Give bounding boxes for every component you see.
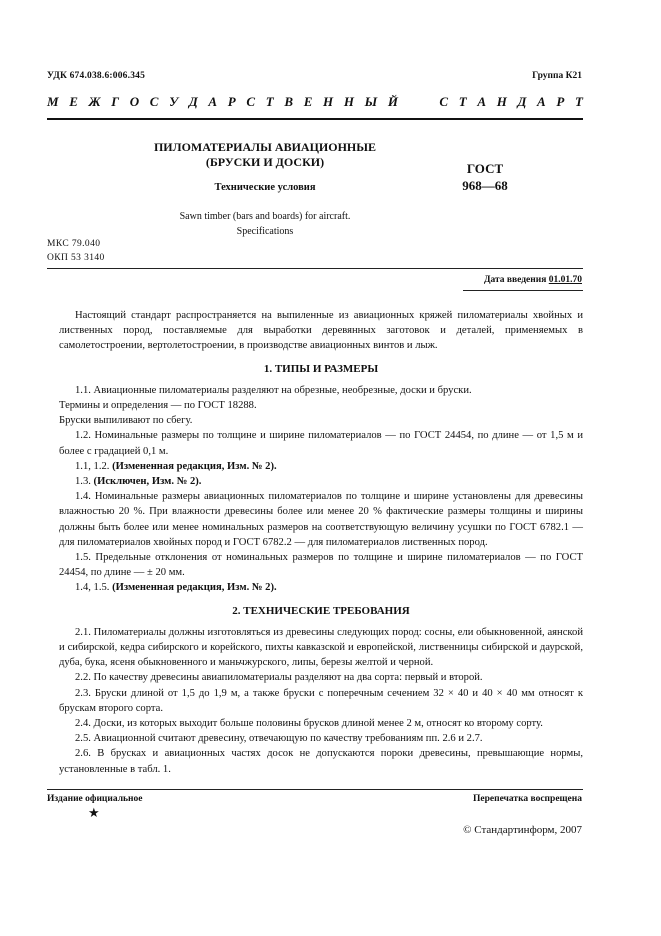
note-prefix: 1.1, 1.2. — [75, 460, 110, 472]
clause-prefix: 1.3. — [75, 476, 91, 488]
english-title-line-2: Specifications — [236, 226, 294, 237]
intro-paragraph: Настоящий стандарт распространяется на выпиленные из авиационных кряжей пиломатериалы хвойных и лиственных пород, поставляемые для выработки деревянных заготовок и деталей, применяемых в самолетостроении, вертолетостроении, в производстве авиационных винтов и лыж. — [59, 310, 583, 352]
document-body — [59, 308, 583, 777]
clause-2-1: 2.1. Пиломатериалы должны изготовляться из древесины следующих пород: сосны, ели обыкновенной, аянской и сибирской, кедра сибирского и корейского, пихты кавказской и европейской, лиственницы сибирской и даурской, дуба, бука, ясеня обыкновенного и маньчжурского, липы, березы желтой и черной. — [59, 626, 583, 669]
banner-letter: Д — [188, 94, 198, 109]
banner-letter: О — [129, 94, 140, 109]
udk-code: УДК 674.038.6:006.345 — [47, 71, 146, 81]
banner-letter: Г — [111, 94, 120, 109]
title-block — [130, 140, 400, 239]
banner-letter: С — [439, 94, 449, 109]
banner-letter: Т — [575, 94, 583, 109]
gost-label: ГОСТ — [466, 161, 504, 176]
banner-letter: М — [47, 94, 59, 109]
banner-letter: С — [246, 94, 256, 109]
clause-2-5: 2.5. Авиационной считают древесину, отвечающую по качеству требованиям пп. 2.6 и 2.7. — [75, 733, 483, 745]
note-prefix: 1.4, 1.5. — [75, 582, 110, 594]
banner-letter: А — [208, 94, 218, 109]
gost-designation — [440, 160, 530, 194]
banner-letter: Д — [517, 94, 527, 109]
standard-banner — [47, 94, 583, 110]
clause-2-6: 2.6. В брусках и авиационных частях досок не допускаются пороки древесины, превышающие нормы, установленные в табл. 1. — [59, 748, 583, 775]
clause-1-2: 1.2. Номинальные размеры по толщине и ширине пиломатериалов — по ГОСТ 24454, по длине — от 1,5 м и более с градацией 0,1 м. — [59, 430, 583, 457]
banner-letter: Н — [496, 94, 507, 109]
clause-1-1-terms: Термины и определения — по ГОСТ 18288. — [59, 400, 257, 412]
official-edition: Издание официальное — [47, 794, 143, 804]
clause-1-5-note — [59, 580, 583, 595]
clause-1-3 — [59, 474, 583, 489]
okp-code: ОКП 53 3140 — [47, 253, 105, 263]
date-value: 01.01.70 — [548, 275, 582, 285]
banner-letter: Н — [343, 94, 354, 109]
clause-1-2-note — [59, 459, 583, 474]
effective-date — [484, 275, 582, 285]
english-title — [130, 209, 400, 239]
note-text: (Измененная редакция, Изм. № 2). — [112, 460, 277, 472]
group-code: Группа К21 — [532, 71, 582, 81]
classification-codes — [47, 237, 105, 265]
clause-text: (Исключен, Изм. № 2). — [93, 476, 202, 488]
date-rule — [463, 290, 583, 291]
subtitle: Технические условия — [214, 182, 316, 193]
banner-letter: Н — [323, 94, 334, 109]
clause-1-1: 1.1. Авиационные пиломатериалы разделяют на обрезные, необрезные, доски и бруски. — [75, 384, 472, 396]
clause-2-4: 2.4. Доски, из которых выходит больше половины брусков длиной менее 2 м, относят ко второму сорту. — [75, 718, 543, 730]
copyright: © Стандартинформ, 2007 — [463, 824, 582, 836]
banner-letter: Ы — [364, 94, 378, 109]
title-line-2: (БРУСКИ И ДОСКИ) — [205, 155, 325, 169]
reprint-notice: Перепечатка воспрещена — [472, 794, 582, 804]
footer-rule — [47, 789, 583, 790]
mks-code: МКС 79.040 — [47, 239, 101, 249]
star-icon: ★ — [88, 805, 100, 820]
banner-letter: Е — [303, 94, 313, 109]
banner-letter: В — [284, 94, 294, 109]
title-line-1: ПИЛОМАТЕРИАЛЫ АВИАЦИОННЫЕ — [153, 140, 377, 154]
note-text: (Измененная редакция, Изм. № 2). — [112, 582, 277, 594]
clause-2-3: 2.3. Бруски длиной от 1,5 до 1,9 м, а также бруски с поперечным сечением 32 × 40 и 40 × 40 мм относят к брускам второго сорта. — [59, 687, 583, 714]
banner-letter: Р — [556, 94, 565, 109]
english-title-line-1: Sawn timber (bars and boards) for aircraft. — [179, 211, 351, 222]
banner-letter: Р — [227, 94, 236, 109]
banner-letter: Т — [265, 94, 274, 109]
banner-space — [409, 94, 429, 110]
gost-number: 968—68 — [462, 178, 508, 193]
banner-letter: А — [477, 94, 487, 109]
banner-letter: Е — [69, 94, 78, 109]
banner-letter: А — [537, 94, 546, 109]
banner-letter: Т — [458, 94, 467, 109]
codes-rule — [47, 268, 583, 269]
banner-letter: Ж — [88, 94, 101, 109]
clause-1-5: 1.5. Предельные отклонения от номинальных размеров по толщине и ширине пиломатериалов — по ГОСТ 24454, по длине — ± 20 мм. — [59, 552, 583, 579]
section-2-heading: 2. ТЕХНИЧЕСКИЕ ТРЕБОВАНИЯ — [232, 604, 410, 617]
clause-2-2: 2.2. По качеству древесины авиапиломатериалы разделяют на два сорта: первый и второй. — [75, 672, 483, 684]
header-rule — [47, 118, 583, 120]
banner-letter: С — [149, 94, 159, 109]
banner-letter: Й — [387, 94, 399, 109]
section-1-heading: 1. ТИПЫ И РАЗМЕРЫ — [263, 362, 379, 375]
date-label: Дата введения — [483, 275, 547, 285]
clause-1-1-bars: Бруски выпиливают по сбегу. — [59, 415, 193, 427]
clause-1-4: 1.4. Номинальные размеры авиационных пиломатериалов по толщине и ширине установлены для древесины влажностью 20 %. При влажности древесины более или менее 20 % фактические размеры толщины и ширины должны быть более или менее номинальных размеров на соответствующую величину усушки по ГОСТ 6782.1 — для пиломатериалов хвойных пород и ГОСТ 6782.2 — для пиломатериалов лиственных пород. — [59, 491, 583, 548]
banner-letter: У — [169, 94, 179, 109]
